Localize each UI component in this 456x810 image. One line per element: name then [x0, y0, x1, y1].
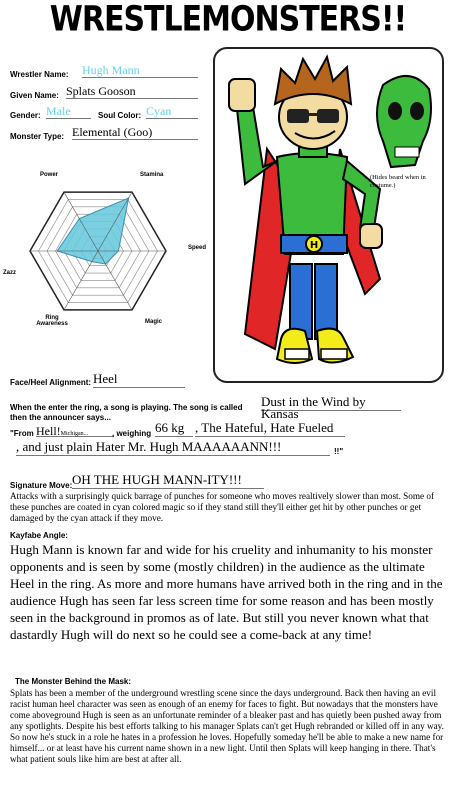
from-label: "From [10, 429, 34, 438]
wrestler-name-value: Hugh Mann [82, 64, 198, 78]
alignment-label: Face/Heel Alignment: [10, 378, 92, 387]
from-field [36, 422, 114, 437]
given-name-label: Given Name: [10, 91, 59, 100]
given-name-value: Splats Gooson [66, 85, 198, 99]
stat-radar-spokes [30, 192, 166, 310]
stat-label-speed: Speed [188, 245, 207, 251]
behind-mask-text: Splats has been a member of the underground wrestling scene since the days underground. Back then having an evil racist human heel character was seen as enough of an enemy for faces to fight. But nowadays that the monsters have come aboveground Hugh is seen as an unfortunate reminder of a bleaker past and has quietly been pushed away from any spotlights. Despite his best efforts talking to his manager Splats can't get Hugh rebranded or killed off in any way. So now he's stuck in a role he hates in a profession he loves. Hopefully someday he'll be able to make a new name for himself... or at least have his current name shown in a new light. Until then Splats will keep hanging in there. That's what patient souls like him are best at after all. [10, 688, 444, 764]
alignment-value: Heel [93, 373, 185, 388]
kayfabe-label: Kayfabe Angle: [10, 531, 68, 540]
stat-label-power: Power [40, 172, 59, 178]
stat-label-stamina: Stamina [140, 172, 164, 178]
stat-label-magic: Magic [145, 319, 163, 325]
stat-radar-chart [0, 176, 212, 326]
epithet-line-2: , and just plain Hater Mr. Hugh MAAAAAANN!!! [16, 441, 330, 456]
weighing-label: , weighing [112, 429, 152, 438]
signature-value: OH THE HUGH MANN-ITY!!! [72, 474, 264, 489]
closing-quote: !!" [334, 447, 344, 456]
signature-label: Signature Move: [10, 481, 73, 490]
svg-text:H: H [309, 240, 319, 251]
weight-value: 66 kg [155, 422, 193, 437]
monster-type-label: Monster Type: [10, 132, 65, 141]
soul-color-label: Soul Color: [98, 111, 142, 120]
from-value: Hell! [36, 424, 61, 438]
soul-color-value: Cyan [146, 105, 198, 119]
kayfabe-text: Hugh Mann is known far and wide for his cruelity and inhumanity to his monster opponents and is seen by some (mostly children) in the audience as the ultimate Heel in the ring. As more and more humans have arrived both in the ring and in the audience Hugh has seen far less screen time for some reason and has been mostly seen in the background in promos as of late. But still you never known what that dastardly Hugh will do next so he could see a come-back at any time! [10, 542, 443, 642]
signature-description: Attacks with a surprisingly quick barrage of punches for someone who moves realtively slower than most. Some of these punches are coated in cyan colored magic so if they stand still they'll either get hit by other punches or get damaged by the cyan attack if they move. [10, 491, 435, 523]
stat-label-ring-awareness: Ring Awareness [36, 315, 68, 327]
wrestler-name-label: Wrestler Name: [10, 70, 69, 79]
entrance-song: Dust in the Wind by Kansas [261, 396, 401, 411]
epithet-line-1: , The Hateful, Hate Fueled [195, 422, 345, 437]
behind-mask-label: The Monster Behind the Mask: [15, 677, 132, 686]
character-portrait-frame [213, 47, 444, 383]
from-small: Michigan... [60, 431, 89, 437]
monster-type-value: Elemental (Goo) [72, 126, 198, 140]
stat-label-zazz: Zazz [3, 270, 17, 276]
entrance-intro: When the enter the ring, a song is playing. The song is called [10, 403, 243, 412]
gender-value: Male [46, 105, 91, 119]
character-portrait [215, 49, 442, 381]
mask-note: (Hides beard when in costume.) [370, 174, 426, 189]
gender-label: Gender: [10, 111, 41, 120]
announcer-text: then the announcer says... [10, 413, 111, 422]
page-title: WRESTLEMONSTERS!! [49, 0, 407, 40]
stat-radar-fill [57, 198, 128, 264]
